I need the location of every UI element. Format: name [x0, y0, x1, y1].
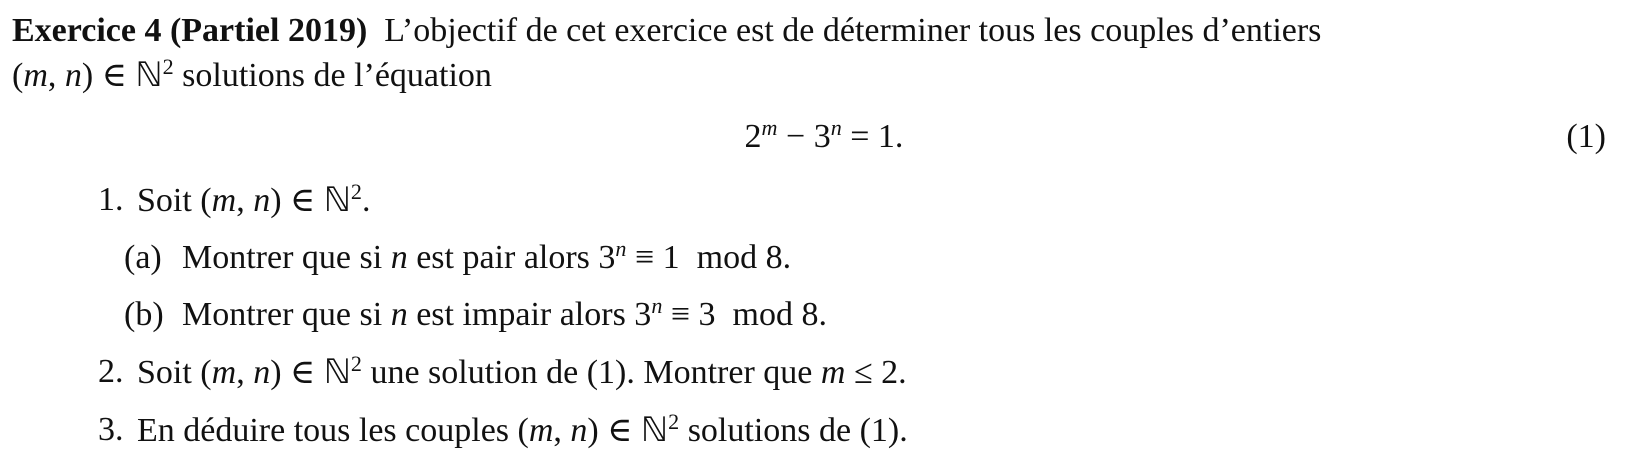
equation-number: (1) — [1566, 118, 1606, 155]
list-item-1-text: Soit (m, n) ∈ ℕ$^2$. — [137, 178, 371, 220]
intro-line-2: (m, n) ∈ ℕ$^2$ solutions de l’équation — [12, 53, 492, 95]
list-item-1b-text: Montrer que si n est impair alors $3^n \equiv 3$ mod 8. — [182, 292, 827, 333]
list-item-1 — [12, 180, 1636, 221]
list-item-3-text: En déduire tous les couples (m, n) ∈ ℕ$^2$ solutions de (1). — [137, 408, 908, 450]
list-item-1b-marker: (b) — [124, 296, 164, 333]
exercise-question-list — [12, 180, 1636, 451]
list-item-2-text: Soit (m, n) ∈ ℕ$^2$ une solution de (1). Montrer que m ≤ 2. — [137, 350, 907, 392]
list-item-1a-marker: (a) — [124, 239, 162, 276]
display-equation: $2^m - 3^n = 1$. — [744, 114, 904, 155]
list-item-1a-text: Montrer que si n est pair alors $3^n \equiv 1$ mod 8. — [182, 235, 792, 276]
intro-paragraph — [12, 8, 1636, 98]
list-item-1-marker: 1. — [98, 181, 124, 218]
display-equation-row — [12, 110, 1636, 164]
list-item-2-marker: 2. — [98, 353, 124, 390]
list-item-1b — [12, 292, 1636, 335]
list-item-3 — [12, 410, 1636, 451]
list-item-2 — [12, 352, 1636, 393]
list-item-1a — [12, 235, 1636, 278]
intro-line-1: Exercice 4 (Partiel 2019) L’objectif de cet exercice est de déterminer tous les couples d’entiers — [12, 12, 1322, 49]
list-item-3-marker: 3. — [98, 411, 124, 448]
